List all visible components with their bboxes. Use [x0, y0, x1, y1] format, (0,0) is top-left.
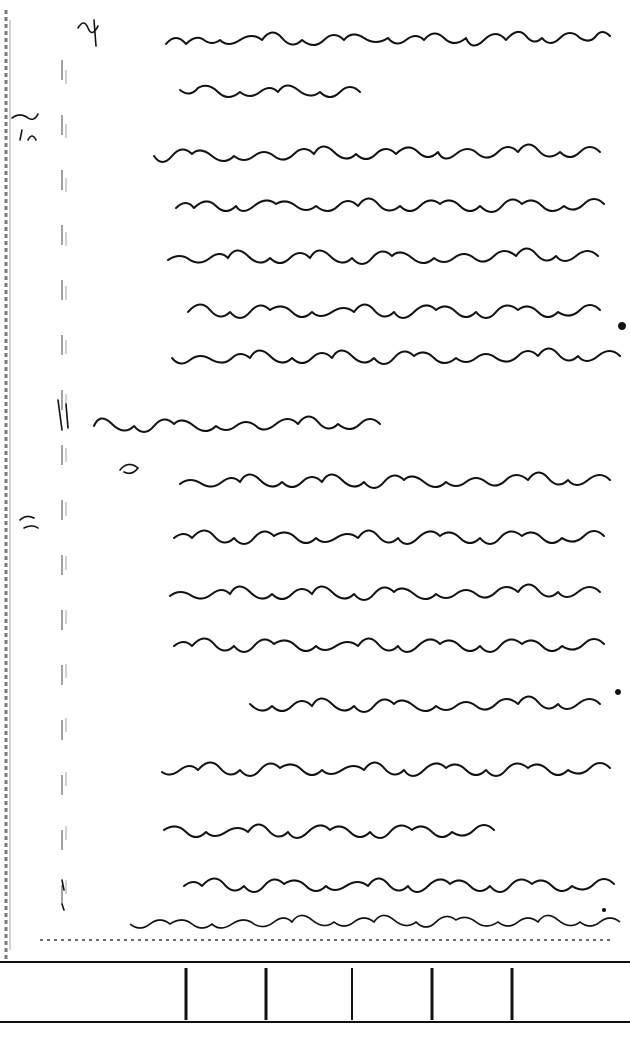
text-line-16	[184, 878, 614, 892]
text-line-6	[188, 304, 600, 318]
text-line-15	[164, 824, 494, 838]
text-line-9	[180, 472, 610, 488]
text-line-10	[174, 530, 604, 544]
text-line-1	[166, 32, 610, 46]
text-line-3	[154, 144, 600, 162]
text-line-8	[94, 416, 380, 432]
text-line-4	[176, 198, 604, 212]
margin-specks	[602, 322, 626, 912]
text-line-14	[162, 762, 610, 776]
margin-notes	[12, 20, 138, 910]
text-line-5	[168, 248, 598, 264]
text-line-11	[170, 584, 600, 600]
text-line-2	[180, 85, 360, 97]
left-margin	[6, 10, 66, 960]
text-line-12	[174, 638, 604, 652]
text-line-13	[250, 696, 600, 712]
text-line-7	[172, 348, 620, 364]
bottom-strip	[0, 962, 630, 1022]
handwritten-lines	[94, 32, 620, 892]
bottom-cut-line	[40, 915, 620, 940]
